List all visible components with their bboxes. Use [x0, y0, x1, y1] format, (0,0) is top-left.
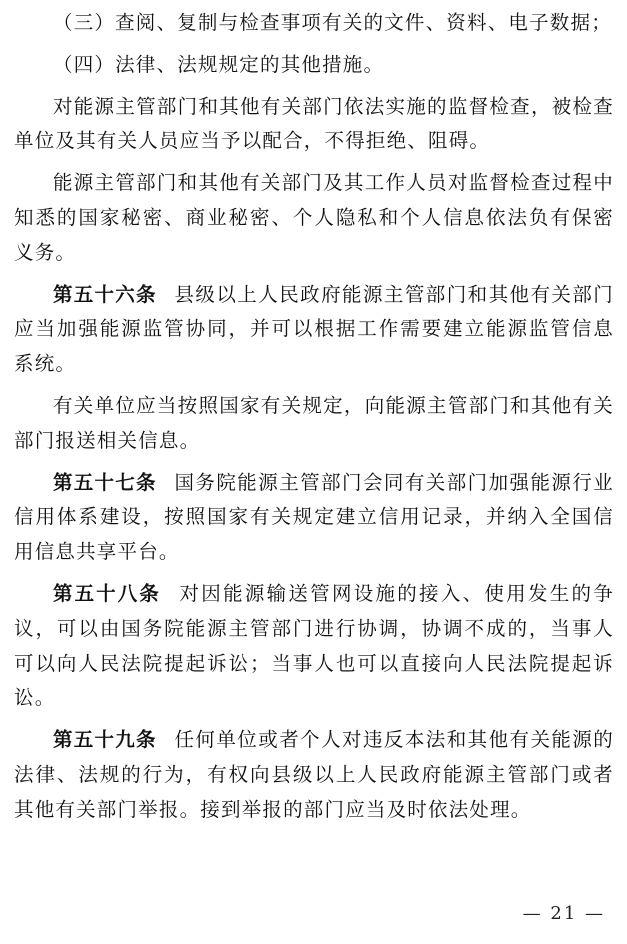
article-57 — [14, 466, 614, 577]
paragraph-text: 县级以上人民政府能源主管部门和其他有关部门应当加强能源监管协同，并可以根据工作需要建立能源监管信息系统。 — [14, 282, 614, 376]
paragraph-cooperation — [14, 90, 614, 167]
paragraph-item-4 — [14, 48, 614, 90]
paragraph-item-3 — [14, 6, 614, 48]
article-heading: 第五十七条 — [53, 470, 157, 494]
article-56 — [14, 278, 614, 389]
paragraph-text: （四）法律、法规规定的其他措施。 — [53, 52, 385, 76]
paragraph-text: 对因能源输送管网设施的接入、使用发生的争议，可以由国务院能源主管部门进行协调，协调不成的，当事人可以向人民法院提起诉讼；当事人也可以直接向人民法院提起诉讼。 — [14, 581, 614, 710]
paragraph-text: （三）查阅、复制与检查事项有关的文件、资料、电子数据； — [53, 11, 612, 34]
paragraph-text: 任何单位或者个人对违反本法和其他有关能源的法律、法规的行为，有权向县级以上人民政府能源主管部门或者其他有关部门举报。接到举报的部门应当及时依法处理。 — [14, 728, 614, 821]
paragraph-confidentiality — [14, 166, 614, 277]
paragraph-text: 国务院能源主管部门会同有关部门加强能源行业信用体系建设，按照国家有关规定建立信用记录，并纳入全国信用信息共享平台。 — [14, 470, 614, 564]
paragraph-text: 对能源主管部门和其他有关部门依法实施的监督检查，被检查单位及其有关人员应当予以配合，不得拒绝、阻碍。 — [14, 94, 614, 153]
paragraph-report-info — [14, 389, 614, 466]
article-heading: 第五十九条 — [53, 728, 157, 752]
paragraph-text: 能源主管部门和其他有关部门及其工作人员对监督检查过程中知悉的国家秘密、商业秘密、个人隐私和个人信息依法负有保密义务。 — [14, 171, 614, 264]
article-58 — [14, 577, 614, 723]
paragraph-text: 有关单位应当按照国家有关规定，向能源主管部门和其他有关部门报送相关信息。 — [14, 393, 614, 452]
article-heading: 第五十六条 — [53, 282, 157, 306]
page-number: — 21 — — [522, 903, 605, 924]
article-59 — [14, 723, 614, 834]
article-heading: 第五十八条 — [53, 581, 161, 605]
document-page — [14, 6, 614, 835]
